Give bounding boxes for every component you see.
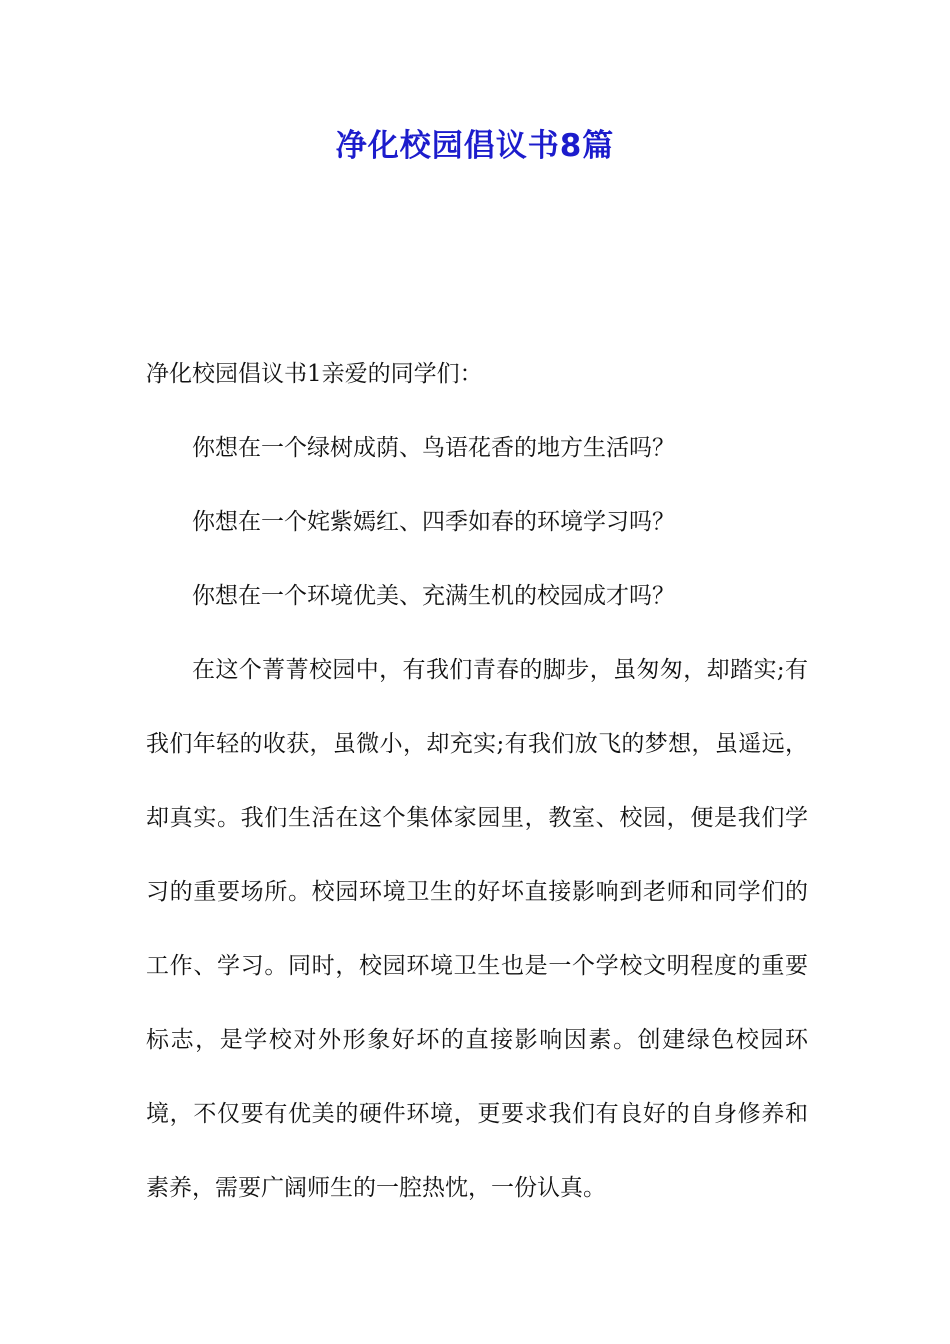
- document-title: 净化校园倡议书8篇: [335, 128, 615, 164]
- paragraph-3: 你想在一个环境优美、充满生机的校园成才吗？: [192, 583, 675, 609]
- document-body: [146, 337, 808, 1225]
- paragraph-4: 在这个菁菁校园中，有我们青春的脚步，虽匆匆，却踏实;有我们年轻的收获，虽微小，却充实;有我们放飞的梦想，虽遥远，却真实。我们生活在这个集体家园里，教室、校园，便是我们学习的重要场所。校园环境卫生的好坏直接影响到老师和同学们的工作、学习。同时，校园环境卫生也是一个学校文明程度的重要标志，是学校对外形象好坏的直接影响因素。创建绿色校园环境，不仅要有优美的硬件环境，更要求我们有良好的自身修养和素养，需要广阔师生的一腔热忱，一份认真。: [146, 657, 808, 1201]
- salutation: 净化校园倡议书1亲爱的同学们：: [146, 361, 483, 387]
- paragraph-2: 你想在一个姹紫嫣红、四季如春的环境学习吗？: [192, 509, 675, 535]
- paragraph-1: 你想在一个绿树成荫、鸟语花香的地方生活吗？: [192, 435, 675, 461]
